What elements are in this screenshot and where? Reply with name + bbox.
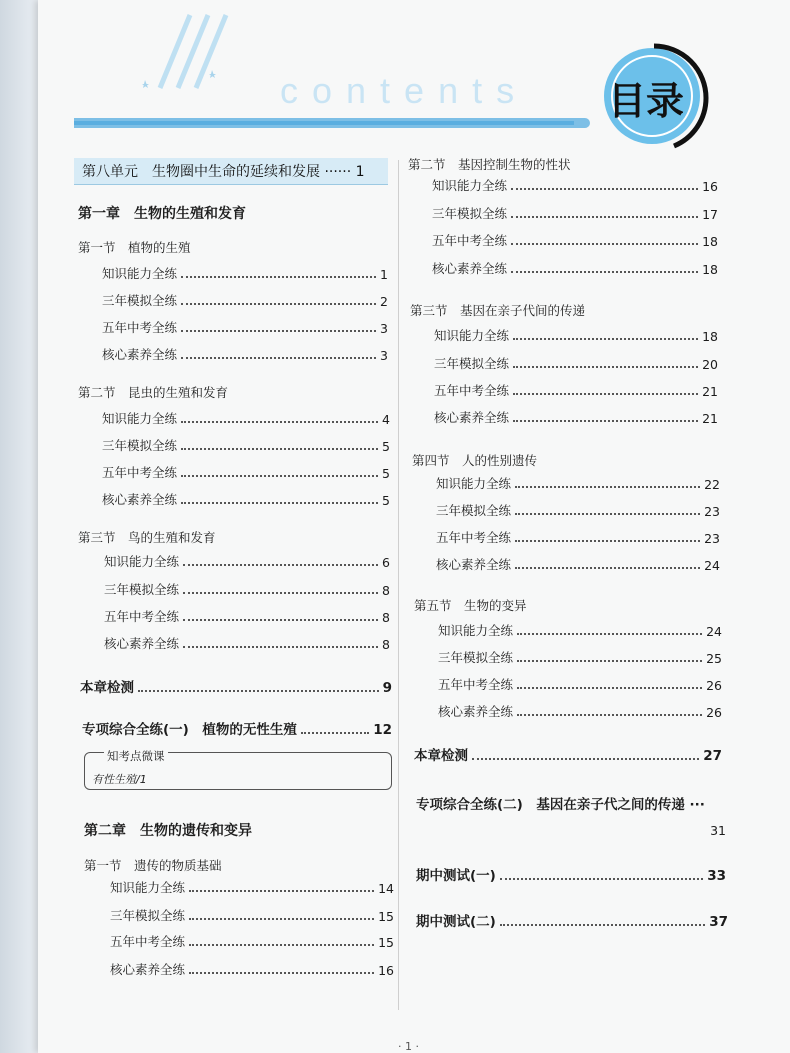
toc-row-page: 37 — [709, 914, 728, 930]
toc-row[interactable] — [438, 702, 722, 720]
chapter-test-row[interactable] — [414, 746, 722, 764]
toc-leader — [517, 660, 702, 662]
micro-lesson-title: 知考点微课 — [104, 748, 168, 764]
section-3-title: 第三节 鸟的生殖和发育 — [78, 530, 216, 545]
toc-row-label: 本章检测 — [80, 680, 134, 696]
toc-row-label: 核心素养全练 — [438, 704, 514, 719]
toc-leader — [181, 421, 378, 423]
toc-row-page: 23 — [704, 531, 720, 546]
toc-leader — [472, 758, 699, 760]
toc-row-page: 33 — [707, 868, 726, 884]
toc-row[interactable] — [436, 555, 720, 573]
toc-row-page: 24 — [704, 558, 720, 573]
toc-row-page: 21 — [702, 384, 718, 399]
toc-row-page: 26 — [706, 705, 722, 720]
toc-row-label: 三年模拟全练 — [438, 650, 514, 665]
toc-row-page: 1 — [380, 267, 388, 282]
toc-leader — [511, 188, 698, 190]
toc-row[interactable] — [432, 231, 718, 249]
special-practice-row[interactable] — [82, 720, 392, 738]
section-2-title: 第二节 昆虫的生殖和发育 — [78, 385, 229, 400]
toc-row-page: 9 — [382, 680, 392, 696]
section-8-title: 第五节 生物的变异 — [414, 598, 527, 613]
decorative-stripes-icon — [140, 10, 230, 90]
toc-row[interactable] — [432, 204, 718, 222]
toc-row[interactable] — [436, 528, 720, 546]
toc-row-page: 16 — [378, 963, 394, 978]
toc-row-page: 27 — [703, 748, 722, 764]
toc-row[interactable] — [102, 463, 390, 481]
toc-row-page: 6 — [382, 555, 390, 570]
toc-row-label: 核心素养全练 — [102, 347, 178, 362]
toc-leader — [181, 502, 378, 504]
toc-row-page: 12 — [373, 722, 392, 738]
toc-row[interactable] — [432, 259, 718, 277]
toc-row[interactable] — [102, 345, 388, 363]
toc-row[interactable] — [102, 436, 390, 454]
toc-row-page: 5 — [382, 439, 390, 454]
section-7-title: 第四节 人的性别遗传 — [412, 453, 538, 468]
toc-row[interactable] — [102, 490, 390, 508]
toc-row-label: 五年中考全练 — [102, 320, 178, 335]
toc-row-label: 核心素养全练 — [434, 410, 510, 425]
toc-leader — [513, 393, 698, 395]
toc-row-page: 25 — [706, 651, 722, 666]
header-bar-inner — [74, 121, 574, 125]
toc-row-label: 核心素养全练 — [436, 557, 512, 572]
contents-word: contents — [280, 70, 529, 111]
toc-row-page: 5 — [382, 466, 390, 481]
toc-row-page: 3 — [380, 321, 388, 336]
toc-row[interactable] — [104, 552, 390, 570]
toc-leader — [513, 420, 698, 422]
toc-row-label: 核心素养全练 — [104, 636, 180, 651]
toc-row-label: 知识能力全练 — [110, 880, 186, 895]
toc-row-page: 8 — [382, 637, 390, 652]
toc-row[interactable] — [434, 354, 718, 372]
toc-row-label: 核心素养全练 — [102, 492, 178, 507]
toc-row-page: 22 — [704, 477, 720, 492]
toc-leader — [517, 687, 702, 689]
toc-row[interactable] — [432, 176, 718, 194]
toc-row[interactable] — [102, 264, 388, 282]
toc-leader — [181, 303, 376, 305]
toc-leader — [517, 714, 702, 716]
section-4-title: 第一节 遗传的物质基础 — [84, 858, 222, 873]
toc-row[interactable] — [434, 408, 718, 426]
micro-lesson-item[interactable]: 有性生殖/1 — [92, 773, 147, 786]
toc-row-page: 18 — [702, 329, 718, 344]
toc-row-page: 8 — [382, 583, 390, 598]
toc-row-page: 2 — [380, 294, 388, 309]
toc-row[interactable] — [104, 634, 390, 652]
toc-leader — [500, 924, 705, 926]
book-spine — [0, 0, 38, 1053]
toc-leader — [517, 633, 702, 635]
chapter-1-title: 第一章 生物的生殖和发育 — [78, 206, 246, 222]
toc-leader — [515, 486, 700, 488]
toc-row-page: 16 — [702, 179, 718, 194]
toc-row-label: 知识能力全练 — [102, 411, 178, 426]
toc-row-label: 五年中考全练 — [104, 609, 180, 624]
toc-row-label: 专项综合全练(一) 植物的无性生殖 — [82, 722, 297, 738]
toc-row-label: 三年模拟全练 — [104, 582, 180, 597]
toc-leader — [511, 216, 698, 218]
column-divider — [398, 160, 399, 1010]
toc-leader — [138, 690, 379, 692]
toc-leader — [189, 890, 374, 892]
toc-leader — [183, 646, 378, 648]
toc-leader — [301, 732, 369, 734]
toc-row-page: 18 — [702, 262, 718, 277]
toc-row[interactable] — [438, 648, 722, 666]
toc-row-label: 三年模拟全练 — [102, 293, 178, 308]
toc-row-label: 五年中考全练 — [432, 233, 508, 248]
toc-leader — [181, 475, 378, 477]
page-title: 目录 — [608, 79, 685, 123]
toc-row-label: 五年中考全练 — [438, 677, 514, 692]
toc-row-label: 核心素养全练 — [110, 962, 186, 977]
toc-row-label: 三年模拟全练 — [434, 356, 510, 371]
toc-row[interactable] — [436, 474, 720, 492]
toc-leader — [189, 972, 374, 974]
toc-row-page: 14 — [378, 881, 394, 896]
toc-row-page: 31 — [710, 823, 726, 838]
toc-row-page: 21 — [702, 411, 718, 426]
toc-row-label: 知识能力全练 — [436, 476, 512, 491]
toc-row-label: 知识能力全练 — [434, 328, 510, 343]
toc-row[interactable] — [438, 675, 722, 693]
toc-row-page: 3 — [380, 348, 388, 363]
toc-row-page: 24 — [706, 624, 722, 639]
toc-leader — [189, 944, 374, 946]
toc-row-page: 17 — [702, 207, 718, 222]
chapter-test-row[interactable] — [80, 678, 392, 696]
toc-row[interactable] — [434, 381, 718, 399]
toc-leader — [181, 448, 378, 450]
toc-row[interactable] — [102, 409, 390, 427]
section-6-title: 第三节 基因在亲子代间的传递 — [410, 303, 586, 318]
special-practice-2-page-row — [700, 820, 726, 838]
toc-row[interactable] — [102, 291, 388, 309]
midterm-row[interactable] — [416, 866, 726, 884]
toc-row[interactable] — [110, 960, 394, 978]
toc-leader — [515, 567, 700, 569]
toc-row[interactable] — [110, 932, 394, 950]
toc-row[interactable] — [102, 318, 388, 336]
toc-row-page: 8 — [382, 610, 390, 625]
toc-leader — [181, 276, 376, 278]
toc-leader — [181, 330, 376, 332]
toc-row-label: 三年模拟全练 — [436, 503, 512, 518]
toc-row-label: 期中测试(二) — [416, 914, 496, 930]
toc-row-label: 知识能力全练 — [432, 178, 508, 193]
toc-leader — [513, 366, 698, 368]
toc-leader — [511, 271, 698, 273]
toc-row-label: 五年中考全练 — [102, 465, 178, 480]
toc-leader — [183, 564, 378, 566]
toc-row[interactable] — [104, 607, 390, 625]
toc-leader — [500, 878, 703, 880]
toc-row-page: 23 — [704, 504, 720, 519]
toc-leader — [181, 357, 376, 359]
toc-row-page: 5 — [382, 493, 390, 508]
toc-leader — [189, 918, 374, 920]
toc-row-label: 知识能力全练 — [102, 266, 178, 281]
toc-leader — [183, 592, 378, 594]
toc-row-label: 五年中考全练 — [436, 530, 512, 545]
toc-row[interactable] — [438, 621, 722, 639]
midterm-row[interactable] — [416, 912, 728, 930]
toc-row[interactable] — [436, 501, 720, 519]
toc-leader — [515, 540, 700, 542]
page-number: · 1 · — [398, 1040, 419, 1053]
toc-leader — [183, 619, 378, 621]
section-1-title: 第一节 植物的生殖 — [78, 240, 191, 255]
toc-row-label: 三年模拟全练 — [102, 438, 178, 453]
toc-leader — [515, 513, 700, 515]
toc-row[interactable] — [110, 906, 394, 924]
toc-row-page: 18 — [702, 234, 718, 249]
toc-row-label: 三年模拟全练 — [432, 206, 508, 221]
toc-row-label: 本章检测 — [414, 748, 468, 764]
toc-row[interactable] — [104, 580, 390, 598]
toc-row-page: 4 — [382, 412, 390, 427]
toc-row-page: 26 — [706, 678, 722, 693]
chapter-2-title: 第二章 生物的遗传和变异 — [84, 823, 252, 839]
toc-row-label: 五年中考全练 — [110, 934, 186, 949]
toc-row-label: 核心素养全练 — [432, 261, 508, 276]
toc-row-label: 三年模拟全练 — [110, 908, 186, 923]
section-5-title: 第二节 基因控制生物的性状 — [408, 157, 571, 172]
toc-row-label: 知识能力全练 — [438, 623, 514, 638]
toc-leader — [511, 243, 698, 245]
toc-row-label: 知识能力全练 — [104, 554, 180, 569]
unit-title: 第八单元 生物圈中生命的延续和发展 ······ 1 — [82, 164, 365, 180]
toc-row-label: 五年中考全练 — [434, 383, 510, 398]
toc-row[interactable] — [110, 878, 394, 896]
toc-row-label: 期中测试(一) — [416, 868, 496, 884]
special-practice-2-title[interactable]: 专项综合全练(二) 基因在亲子代之间的传递 ··· — [416, 797, 705, 813]
toc-row-page: 20 — [702, 357, 718, 372]
toc-leader — [513, 338, 698, 340]
toc-row[interactable] — [434, 326, 718, 344]
toc-row-page: 15 — [378, 935, 394, 950]
toc-row-page: 15 — [378, 909, 394, 924]
